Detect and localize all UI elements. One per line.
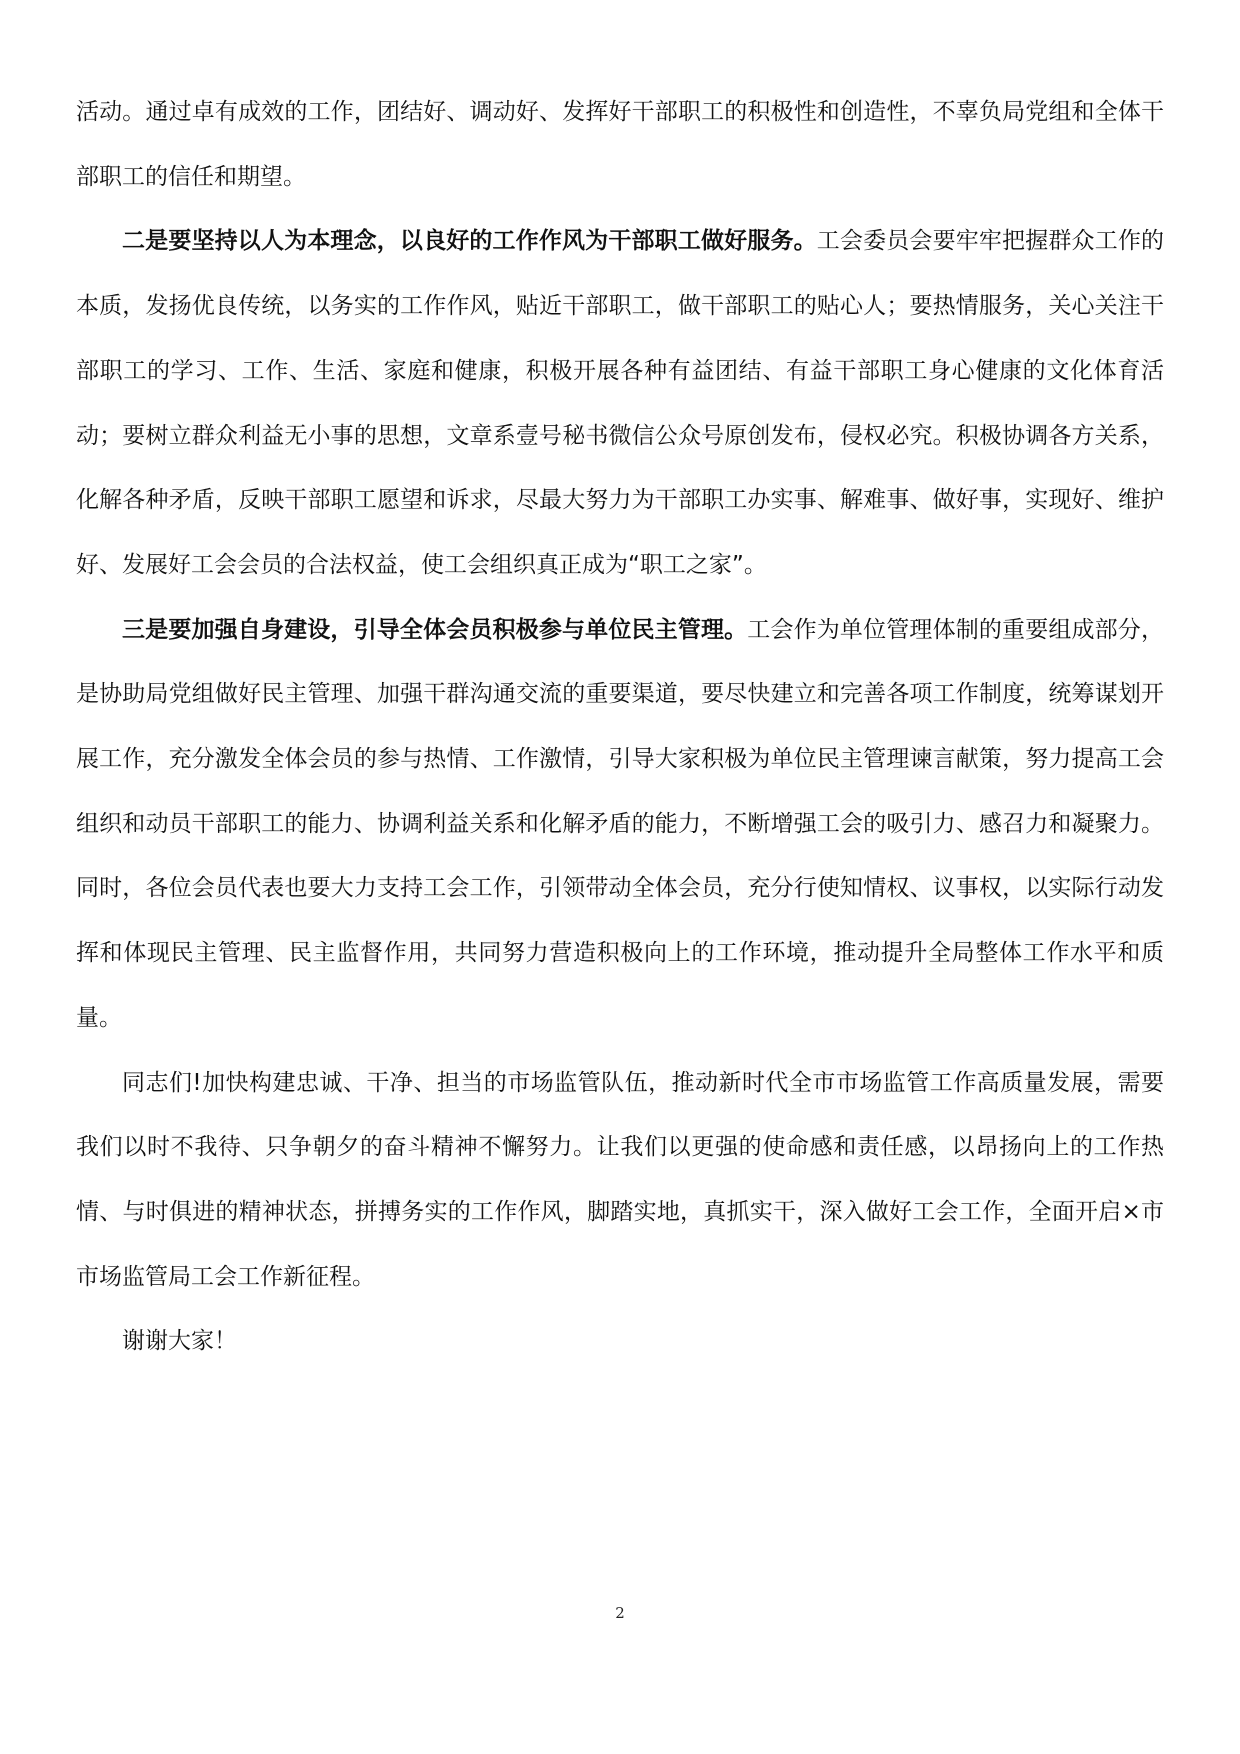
paragraph-text: 活动。通过卓有成效的工作，团结好、调动好、发挥好干部职工的积极性和创造性，不辜负局党组和全体干部职工的信任和期望。	[76, 99, 1164, 190]
paragraph-point-three	[76, 598, 1164, 1051]
paragraph-thanks	[76, 1309, 1164, 1374]
paragraph-heading: 二是要坚持以人为本理念，以良好的工作作风为干部职工做好服务。	[122, 228, 817, 255]
paragraph-continuation	[76, 80, 1164, 209]
paragraph-point-two	[76, 209, 1164, 597]
document-body	[76, 80, 1164, 1374]
paragraph-text: 工会作为单位管理体制的重要组成部分，是协助局党组做好民主管理、加强干群沟通交流的重要渠道，要尽快建立和完善各项工作制度，统筹谋划开展工作，充分激发全体会员的参与热情、工作激情，引导大家积极为单位民主管理谏言献策，努力提高工会组织和动员干部职工的能力、协调利益关系和化解矛盾的能力，不断增强工会的吸引力、感召力和凝聚力。同时，各位会员代表也要大力支持工会工作，引领带动全体会员，充分行使知情权、议事权，以实际行动发挥和体现民主管理、民主监督作用，共同努力营造积极向上的工作环境，推动提升全局整体工作水平和质量。	[76, 616, 1165, 1031]
paragraph-closing	[76, 1051, 1164, 1310]
paragraph-text: 谢谢大家！	[122, 1328, 237, 1355]
paragraph-text: 同志们!加快构建忠诚、干净、担当的市场监管队伍，推动新时代全市市场监管工作高质量发展，需要我们以时不我待、只争朝夕的奋斗精神不懈努力。让我们以更强的使命感和责任感，以昂扬向上的工作热情、与时俱进的精神状态，拼搏务实的工作作风，脚踏实地，真抓实干，深入做好工会工作，全面开启×市市场监管局工会工作新征程。	[76, 1069, 1164, 1290]
paragraph-heading: 三是要加强自身建设，引导全体会员积极参与单位民主管理。	[122, 616, 748, 643]
paragraph-text: 工会委员会要牢牢把握群众工作的本质，发扬优良传统，以务实的工作作风，贴近干部职工，做干部职工的贴心人；要热情服务，关心关注干部职工的学习、工作、生活、家庭和健康，积极开展各种有益团结、有益干部职工身心健康的文化体育活动；要树立群众利益无小事的思想，文章系壹号秘书微信公众号原创发布，侵权必究。积极协调各方关系，化解各种矛盾，反映干部职工愿望和诉求，尽最大努力为干部职工办实事、解难事、做好事，实现好、维护好、发展好工会会员的合法权益，使工会组织真正成为“职工之家”。	[76, 228, 1165, 578]
page-number: 2	[615, 1604, 625, 1622]
